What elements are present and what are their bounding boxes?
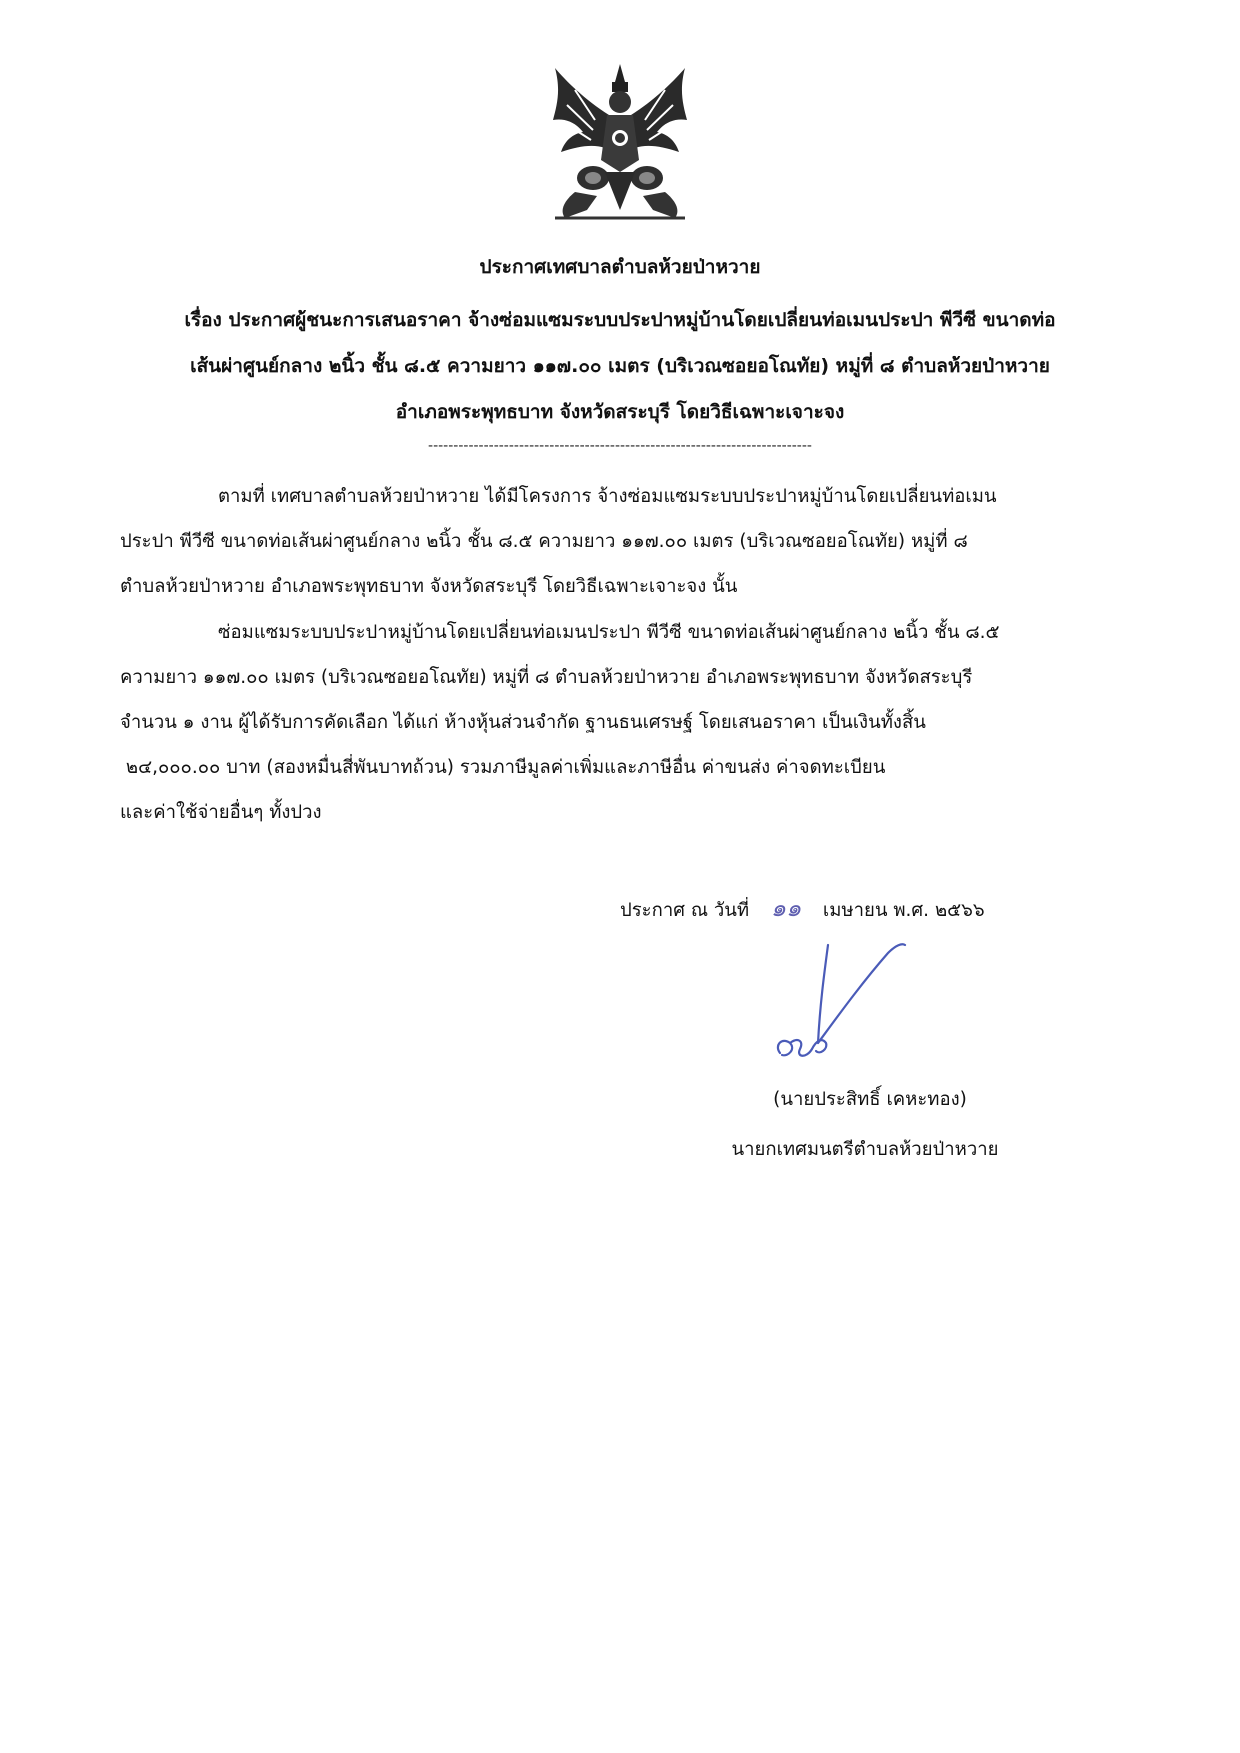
subject-line: อำเภอพระพุทธบาท จังหวัดสระบุรี โดยวิธีเฉพาะเจาะจง xyxy=(395,401,845,423)
announcement-date xyxy=(620,888,1040,927)
date-prefix: ประกาศ ณ วันที่ xyxy=(620,900,750,921)
announcement-subject xyxy=(100,297,1140,435)
body-line: ๒๔,๐๐๐.๐๐ บาท (สองหมื่นสี่พันบาทถ้วน) รวมภาษีมูลค่าเพิ่มและภาษีอื่น ค่าขนส่ง ค่าจดทะเบียน xyxy=(120,757,886,778)
subject-line: เรื่อง ประกาศผู้ชนะการเสนอราคา จ้างซ่อมแซมระบบประปาหมู่บ้านโดยเปลี่ยนท่อเมนประปา พีวีซี ขนาดท่อ xyxy=(184,309,1056,331)
body-line: ซ่อมแซมระบบประปาหมู่บ้านโดยเปลี่ยนท่อเมนประปา พีวีซี ขนาดท่อเส้นผ่าศูนย์กลาง ๒นิ้ว ชั้น ๘.๕ xyxy=(218,622,1000,643)
date-suffix: เมษายน พ.ศ. ๒๕๖๖ xyxy=(822,900,985,921)
date-day-handwritten: ๑๑ xyxy=(770,894,802,922)
body-line: จำนวน ๑ งาน ผู้ได้รับการคัดเลือก ได้แก่ ห้างหุ้นส่วนจำกัด ฐานธนเศรษฐ์ โดยเสนอราคา เป็นเงินทั้งสิ้น xyxy=(120,712,926,733)
body-line: ตามที่ เทศบาลตำบลห้วยป่าหวาย ได้มีโครงการ จ้างซ่อมแซมระบบประปาหมู่บ้านโดยเปลี่ยนท่อเมน xyxy=(218,486,997,507)
divider-line: ---------------------------------------------------------------------------- xyxy=(428,438,812,454)
body-line: ประปา พีวีซี ขนาดท่อเส้นผ่าศูนย์กลาง ๒นิ้ว ชั้น ๘.๕ ความยาว ๑๑๗.๐๐ เมตร (บริเวณซอยอโณทัย) หมู่ที่ ๘ xyxy=(120,531,968,552)
signer-name: (นายประสิทธิ์ เคหะทอง) xyxy=(773,1089,967,1110)
body-paragraph-2 xyxy=(120,610,1095,835)
body-line: ความยาว ๑๑๗.๐๐ เมตร (บริเวณซอยอโณทัย) หมู่ที่ ๘ ตำบลห้วยป่าหวาย อำเภอพระพุทธบาท จังหวัดสระบุรี xyxy=(120,667,973,688)
signer-title: นายกเทศมนตรีตำบลห้วยป่าหวาย xyxy=(731,1139,999,1160)
body-paragraph-1 xyxy=(120,474,1095,609)
subject-line: เส้นผ่าศูนย์กลาง ๒นิ้ว ชั้น ๘.๕ ความยาว ๑๑๗.๐๐ เมตร (บริเวณซอยอโณทัย) หมู่ที่ ๘ ตำบลห้วยป่าหวาย xyxy=(190,355,1050,377)
handwritten-signature-icon xyxy=(760,925,950,1075)
garuda-emblem-icon xyxy=(535,60,705,225)
announcement-heading: ประกาศเทศบาลตำบลห้วยป่าหวาย xyxy=(479,256,761,278)
body-line: และค่าใช้จ่ายอื่นๆ ทั้งปวง xyxy=(120,802,322,823)
body-line: ตำบลห้วยป่าหวาย อำเภอพระพุทธบาท จังหวัดสระบุรี โดยวิธีเฉพาะเจาะจง นั้น xyxy=(120,576,738,597)
